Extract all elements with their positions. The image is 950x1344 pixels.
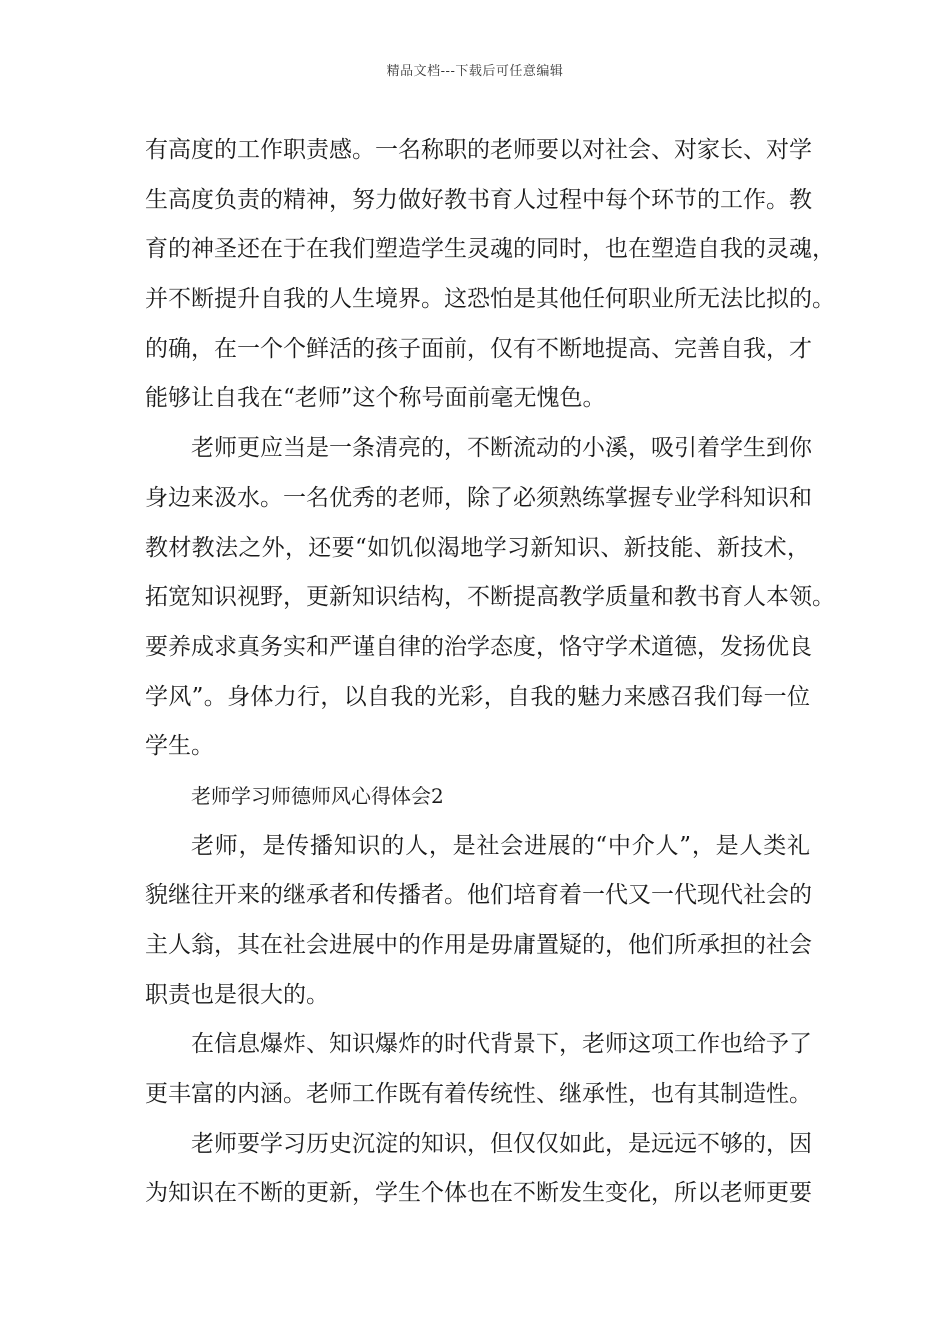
text-line: 能够让自我在“老师”这个称号面前毫无愧色。 — [145, 385, 606, 412]
text-line: 职责也是很大的。 — [145, 981, 329, 1008]
text-line: 生高度负责的精神，努力做好教书育人过程中每个环节的工作。教 — [145, 186, 812, 213]
text-line: 为知识在不断的更新，学生个体也在不断发生变化，所以老师更要 — [145, 1180, 812, 1207]
text-line: 学生。 — [145, 733, 214, 760]
section-heading: 老师学习师德师风心得体会2 — [191, 783, 444, 808]
text-line: 学风”。身体力行，以自我的光彩，自我的魅力来感召我们每一位 — [145, 683, 810, 710]
document-body — [145, 126, 835, 1219]
page-header: 精品文档---下载后可任意编辑 — [386, 64, 564, 79]
text-line: 更丰富的内涵。老师工作既有着传统性、继承性，也有其制造性。 — [145, 1081, 812, 1108]
text-line: 要养成求真务实和严谨自律的治学态度，恪守学术道德，发扬优良 — [145, 633, 812, 660]
text-line: 老师要学习历史沉淀的知识，但仅仅如此，是远远不够的，因 — [191, 1130, 812, 1157]
text-line: 有高度的工作职责感。一名称职的老师要以对社会、对家长、对学 — [145, 137, 812, 163]
text-line: 并不断提升自我的人生境界。这恐怕是其他任何职业所无法比拟的。 — [145, 286, 835, 313]
text-line: 主人翁，其在社会进展中的作用是毋庸置疑的，他们所承担的社会 — [145, 932, 812, 958]
text-line: 拓宽知识视野，更新知识结构，不断提高教学质量和教书育人本领。 — [145, 584, 835, 611]
text-line: 老师，是传播知识的人，是社会进展的“中介人”，是人类礼 — [191, 832, 810, 859]
text-line: 教材教法之外，还要“如饥似渴地学习新知识、新技能、新技术， — [145, 534, 810, 561]
text-line: 貌继往开来的继承者和传播者。他们培育着一代又一代现代社会的 — [145, 882, 812, 909]
text-line: 在信息爆炸、知识爆炸的时代背景下，老师这项工作也给予了 — [191, 1031, 812, 1058]
text-line: 身边来汲水。一名优秀的老师，除了必须熟练掌握专业学科知识和 — [145, 484, 812, 511]
text-line: 老师更应当是一条清亮的，不断流动的小溪，吸引着学生到你 — [191, 435, 812, 462]
text-line: 育的神圣还在于在我们塑造学生灵魂的同时，也在塑造自我的灵魂， — [145, 236, 835, 263]
text-line: 的确，在一个个鲜活的孩子面前，仅有不断地提高、完善自我，才 — [145, 335, 812, 362]
